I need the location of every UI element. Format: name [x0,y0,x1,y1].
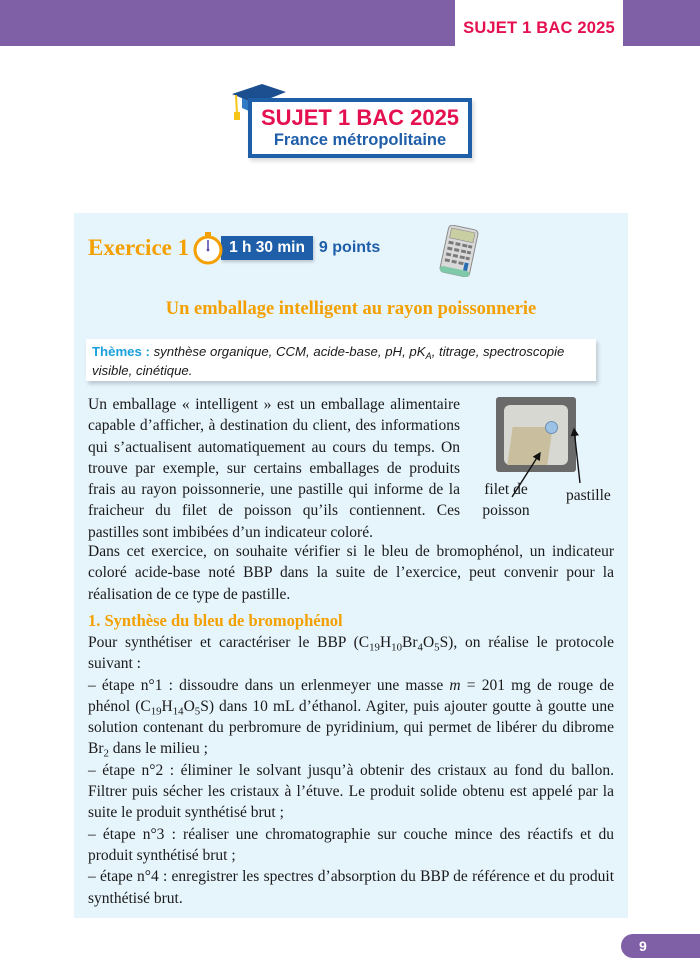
themes-text-part: synthèse organique, CCM, acide-base, pH, pK [153,344,426,359]
label-fish-fillet-line1: filet de [484,481,528,498]
themes-label: Thèmes : [92,344,150,359]
header-bar-right [623,0,700,46]
subscript: 14 [172,705,184,718]
text-run: S) dans 10 mL d’éthanol. Agiter, puis ajouter goutte à goutte une solution contenant du perbromure de pyridinium, qui permet de libérer du dibrome Br [88,697,614,758]
badge-subtitle: France métropolitaine [273,131,447,149]
step-1-text: = 201 mg de rouge de phénol (C [88,676,614,715]
label-pastille: pastille [566,487,611,504]
label-fish-fillet [476,479,536,521]
subscript: 5 [194,705,201,718]
step-3-text: – étape n°3 : réaliser une chromatographie sur couche mince des réactifs et du produit synthétisé brut ; [88,825,614,864]
text-run: O [422,634,435,651]
duration-badge: 1 h 30 min [221,236,313,260]
step-1-end: dans le milieu ; [108,740,208,758]
subscript: 19 [369,641,380,654]
title-badge-box [248,98,472,158]
label-fish-fillet-line2: poisson [482,502,530,519]
badge-title: SUJET 1 BAC 2025 [260,105,460,130]
stopwatch-icon [193,231,223,265]
themes-box [86,339,596,381]
variable-m: m [449,676,461,694]
step-1-text: – étape n°1 : dissoudre dans un erlenmeyer une masse [88,676,450,694]
text-run: Br [402,634,418,651]
points-label: 9 points [318,239,381,256]
subscript: 2 [103,747,109,760]
themes-text-part: , titrage, spectroscopie visible, cinétique. [92,344,565,378]
section-1-title: 1. Synthèse du bleu de bromophénol [88,611,343,630]
text-run: O [183,697,195,715]
packaging-figure [482,397,611,527]
intro-paragraph: Un emballage « intelligent » est un emballage alimentaire capable d’afficher, à destination du client, des informations qui s’actualisent automatiquement au cours du temps. On trouve par exemple, sur certains emballages de produits frais au rayon poissonnerie, une pastille qui informe de la fraicheur du filet de poisson qu’ils contiennent. Ces pastilles sont imbibées d’un indicateur coloré. [88,396,460,541]
calculator-icon [436,225,482,277]
themes-subscript: A [425,350,432,361]
exercise-header [88,231,380,265]
page-number: 9 [621,934,700,958]
exercise-box [74,213,628,918]
text-run: S), on réalise le protocole suivant : [88,634,615,673]
subscript: 5 [434,641,440,654]
header-bar-left [0,0,455,46]
subscript: 10 [391,641,403,654]
text-run: H [161,697,173,715]
objective-paragraph: Dans cet exercice, on souhaite vérifier si le bleu de bromophénol, un indicateur coloré acide-base noté BBP dans la suite de l’exercice, peut convenir pour la réalisation de ce type de pastille. [88,543,614,603]
exercise-title: Exercice 1 [88,235,190,260]
section-1-body [88,632,614,909]
exercise-subtitle: Un emballage intelligent au rayon poissonnerie [165,299,537,319]
text-run: Pour synthétiser et caractériser le BBP (C [88,634,370,651]
subscript: 4 [417,641,423,654]
themes-text [92,344,564,378]
step-4-text: – étape n°4 : enregistrer les spectres d’absorption du BBP de référence et du produit synthétisé brut. [88,868,614,907]
step-2-text: – étape n°2 : éliminer le solvant jusqu’à obtenir des cristaux au fond du ballon. Filtrer puis sécher les cristaux à l’étuve. Le produit solide obtenu est appelé par la suite le produit synthétisé brut ; [88,761,614,822]
running-title: SUJET 1 BAC 2025 [463,18,615,37]
subscript: 19 [150,705,162,718]
title-badge [228,82,478,168]
text-run: H [379,634,392,651]
